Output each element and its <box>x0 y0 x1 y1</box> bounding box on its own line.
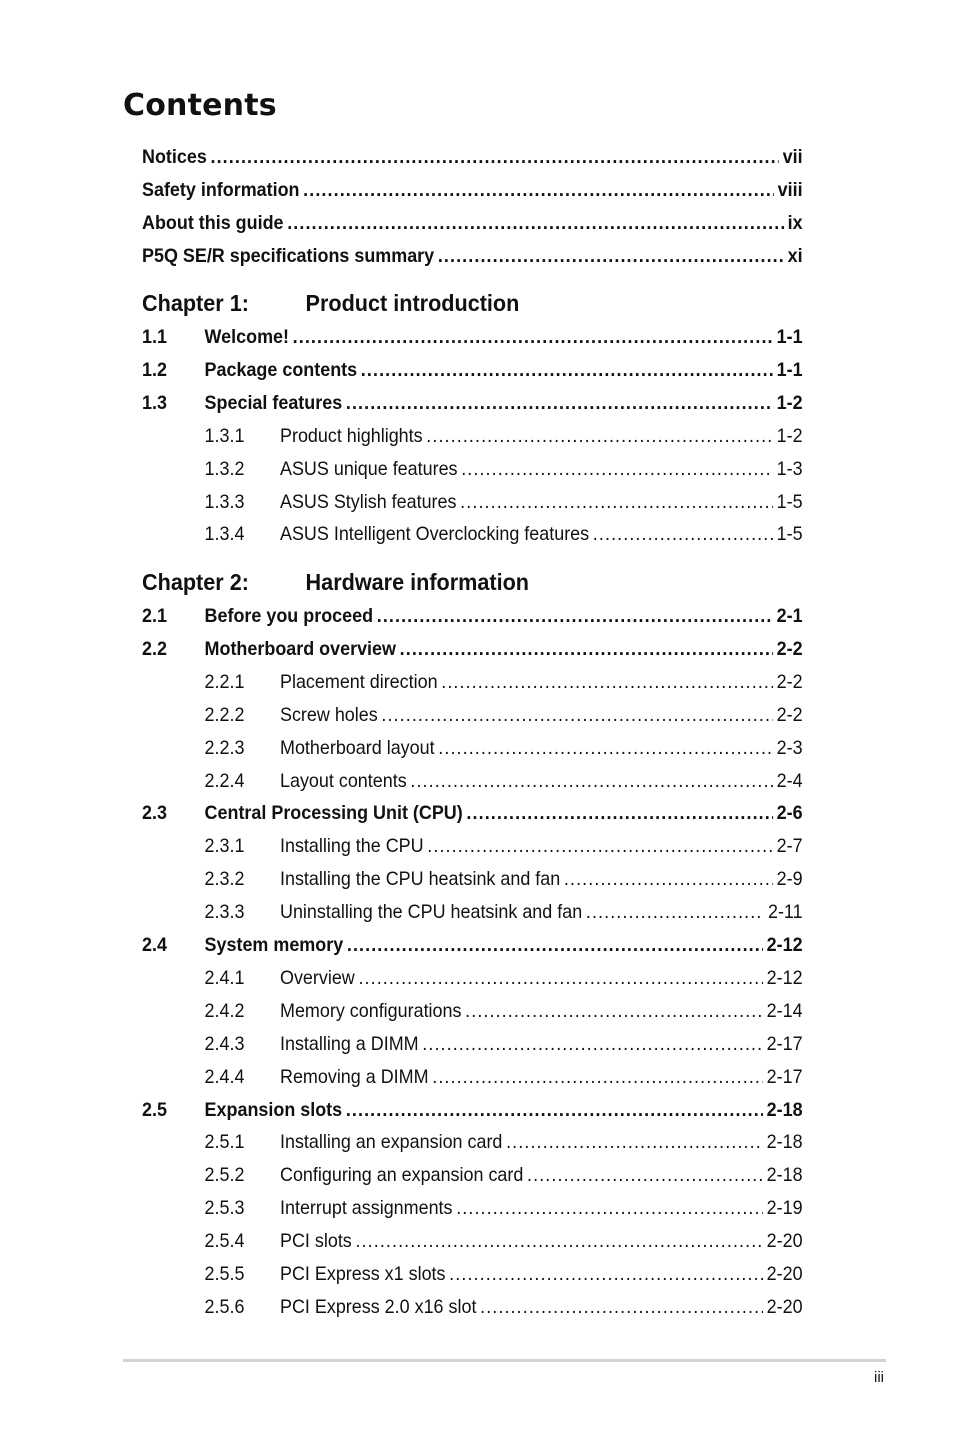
toc-entry-page: 2-6 <box>776 802 803 825</box>
toc-entry-number: 2.1 <box>142 605 167 627</box>
toc-entry-title: Layout contents <box>280 769 407 792</box>
toc-entry-title: Before you proceed <box>204 605 374 627</box>
toc-entry-page: 2-20 <box>766 1263 803 1285</box>
toc-entry[interactable] <box>142 899 803 925</box>
toc-entry-title: Installing the CPU heatsink and fan <box>280 868 561 891</box>
toc-entry-title: Motherboard layout <box>280 736 435 759</box>
toc-entry[interactable] <box>142 702 803 728</box>
dot-leader <box>527 1162 763 1188</box>
toc-entry-title: ASUS Stylish features <box>280 490 457 513</box>
toc-entry-number: 2.2 <box>142 637 167 660</box>
toc-entry[interactable] <box>142 965 803 991</box>
toc-entry-page: 2-3 <box>776 736 803 759</box>
dot-leader <box>346 390 773 416</box>
toc-entry[interactable] <box>142 1097 803 1123</box>
toc-entry-title: Package contents <box>204 358 358 381</box>
toc-entry[interactable] <box>142 357 803 383</box>
toc-entry-title: Welcome! <box>204 326 289 348</box>
toc-entry-title: PCI Express x1 slots <box>280 1263 446 1285</box>
toc-entry[interactable] <box>142 932 803 958</box>
toc-entry-title: Configuring an expansion card <box>280 1164 524 1187</box>
toc-entry-page: 2-12 <box>766 934 803 956</box>
chapter-title: Product introduction <box>305 290 520 316</box>
toc-entry-page: 1-5 <box>776 490 803 513</box>
dot-leader <box>586 899 764 925</box>
dot-leader <box>361 357 773 383</box>
toc-entry-page: 1-2 <box>776 391 803 414</box>
toc-entry[interactable] <box>142 1129 803 1155</box>
toc-entry-number: 2.3.2 <box>204 868 245 891</box>
toc-entry-title: ASUS Intelligent Overclocking features <box>280 523 590 546</box>
dot-leader <box>449 1261 763 1287</box>
toc-entry[interactable] <box>142 1261 803 1287</box>
dot-leader <box>358 965 763 991</box>
dot-leader <box>427 833 773 859</box>
toc-entry-page: 2-18 <box>766 1131 803 1154</box>
toc-entry-title: Expansion slots <box>204 1098 343 1121</box>
chapter-heading <box>142 567 529 597</box>
dot-leader <box>355 1228 763 1254</box>
toc-entry-number: 2.5.4 <box>204 1230 245 1253</box>
toc-entry-number: 1.1 <box>142 326 167 348</box>
toc-entry[interactable] <box>142 669 803 695</box>
dot-leader <box>432 1064 763 1090</box>
dot-leader <box>564 866 773 892</box>
toc-entry-number: 2.2.1 <box>204 670 245 693</box>
toc-entry-page: vii <box>782 146 803 168</box>
toc-entry-title: Placement direction <box>280 670 438 693</box>
toc-entry-page: xi <box>787 244 803 267</box>
dot-leader <box>346 1097 763 1123</box>
dot-leader <box>460 489 773 515</box>
table-of-contents <box>142 0 803 1340</box>
toc-entry[interactable] <box>142 1162 803 1188</box>
toc-entry-title: PCI Express 2.0 x16 slot <box>280 1295 477 1318</box>
chapter-label: Chapter 1: <box>142 290 249 316</box>
toc-entry-number: 2.2.4 <box>204 769 245 792</box>
toc-entry[interactable] <box>142 800 803 826</box>
toc-entry-page: 2-18 <box>766 1164 803 1187</box>
toc-entry[interactable] <box>142 243 803 269</box>
toc-entry-number: 1.3.3 <box>204 490 245 513</box>
toc-entry-number: 2.4.4 <box>204 1065 245 1088</box>
toc-entry[interactable] <box>142 144 803 170</box>
toc-entry-number: 1.3.1 <box>204 424 245 447</box>
toc-entry-number: 2.5.3 <box>204 1197 245 1220</box>
toc-entry-page: 1-5 <box>776 523 803 546</box>
toc-entry-page: 2-14 <box>766 999 803 1022</box>
dot-leader <box>210 144 778 170</box>
toc-entry[interactable] <box>142 735 803 761</box>
toc-entry[interactable] <box>142 456 803 482</box>
toc-entry-title: Notices <box>142 146 207 168</box>
toc-entry-title: About this guide <box>142 211 284 234</box>
chapter-title: Hardware information <box>305 569 530 595</box>
toc-entry-page: 1-1 <box>776 326 803 348</box>
dot-leader <box>400 636 773 662</box>
toc-entry-number: 2.5.2 <box>204 1164 245 1187</box>
dot-leader <box>465 998 763 1024</box>
toc-entry-title: Special features <box>204 391 343 414</box>
toc-entry-number: 2.5.1 <box>204 1131 245 1154</box>
dot-leader <box>441 669 773 695</box>
toc-entry-title: Product highlights <box>280 424 423 447</box>
toc-entry-number: 2.3.1 <box>204 835 245 858</box>
toc-entry-title: Removing a DIMM <box>280 1065 429 1088</box>
toc-entry-title: Safety information <box>142 178 300 201</box>
toc-entry-title: Uninstalling the CPU heatsink and fan <box>280 901 583 924</box>
dot-leader <box>593 521 773 547</box>
dot-leader <box>381 702 773 728</box>
toc-entry-title: P5Q SE/R specifications summary <box>142 244 435 267</box>
dot-leader <box>438 735 773 761</box>
toc-entry-page: 2-4 <box>776 769 803 792</box>
toc-entry[interactable] <box>142 1195 803 1221</box>
toc-entry[interactable] <box>142 521 803 547</box>
toc-entry-title: Central Processing Unit (CPU) <box>204 802 463 825</box>
toc-entry-number: 1.3 <box>142 391 167 414</box>
dot-leader <box>456 1195 763 1221</box>
toc-entry-title: Memory configurations <box>280 999 462 1022</box>
toc-entry-title: Installing a DIMM <box>280 1032 419 1055</box>
toc-entry-number: 2.2.2 <box>204 703 245 726</box>
toc-entry-page: 1-2 <box>776 424 803 447</box>
toc-entry[interactable] <box>142 1064 803 1090</box>
toc-entry-page: 2-7 <box>776 835 803 858</box>
toc-entry-number: 2.5.5 <box>204 1263 245 1285</box>
toc-entry-page: 2-17 <box>766 1065 803 1088</box>
toc-entry-page: 2-1 <box>776 605 803 627</box>
toc-entry[interactable] <box>142 423 803 449</box>
toc-entry[interactable] <box>142 833 803 859</box>
page-number: iii <box>874 1369 884 1386</box>
dot-leader <box>377 603 773 629</box>
dot-leader <box>422 1031 763 1057</box>
toc-entry-title: Interrupt assignments <box>280 1197 453 1220</box>
toc-entry-page: viii <box>777 178 803 201</box>
toc-entry[interactable] <box>142 866 803 892</box>
toc-entry-number: 2.2.3 <box>204 736 245 759</box>
chapter-heading <box>142 288 519 318</box>
dot-leader <box>438 243 784 269</box>
toc-entry-page: 2-20 <box>766 1230 803 1253</box>
toc-entry[interactable] <box>142 636 803 662</box>
dot-leader <box>410 768 773 794</box>
toc-entry-number: 2.4.1 <box>204 966 245 989</box>
dot-leader <box>461 456 773 482</box>
toc-entry-number: 2.3 <box>142 802 167 825</box>
toc-entry[interactable] <box>142 1228 803 1254</box>
toc-entry-number: 2.4.3 <box>204 1032 245 1055</box>
toc-entry-title: Installing an expansion card <box>280 1131 503 1154</box>
toc-entry-page: ix <box>787 211 803 234</box>
toc-entry-page: 2-9 <box>776 868 803 891</box>
toc-entry-title: Motherboard overview <box>204 637 396 660</box>
toc-entry-title: System memory <box>204 934 344 956</box>
toc-entry-number: 2.5 <box>142 1098 167 1121</box>
dot-leader <box>293 324 773 350</box>
toc-entry-page: 2-20 <box>766 1295 803 1318</box>
dot-leader <box>506 1129 763 1155</box>
toc-entry-number: 1.2 <box>142 358 167 381</box>
toc-entry[interactable] <box>142 324 803 350</box>
dot-leader <box>480 1294 763 1320</box>
toc-entry-page: 1-3 <box>776 457 803 480</box>
toc-entry-number: 1.3.2 <box>204 457 245 480</box>
toc-entry-title: Installing the CPU <box>280 835 424 858</box>
toc-entry-number: 2.4 <box>142 934 167 956</box>
toc-entry-title: ASUS unique features <box>280 457 458 480</box>
toc-entry-page: 2-2 <box>776 703 803 726</box>
dot-leader <box>303 177 774 203</box>
toc-entry-page: 2-11 <box>767 901 803 924</box>
toc-entry-page: 2-2 <box>776 637 803 660</box>
toc-entry-page: 1-1 <box>776 358 803 381</box>
toc-entry[interactable] <box>142 177 803 203</box>
toc-entry-page: 2-17 <box>766 1032 803 1055</box>
toc-entry-page: 2-12 <box>766 966 803 989</box>
footer-divider <box>123 1359 886 1362</box>
dot-leader <box>347 932 763 958</box>
toc-entry-page: 2-19 <box>766 1197 803 1220</box>
toc-entry[interactable] <box>142 489 803 515</box>
toc-entry-page: 2-2 <box>776 670 803 693</box>
toc-entry-number: 2.3.3 <box>204 901 245 924</box>
toc-entry[interactable] <box>142 998 803 1024</box>
dot-leader <box>287 210 784 236</box>
toc-entry-page: 2-18 <box>766 1098 803 1121</box>
toc-entry[interactable] <box>142 210 803 236</box>
toc-entry[interactable] <box>142 1031 803 1057</box>
toc-entry-number: 1.3.4 <box>204 523 245 546</box>
toc-entry-title: Overview <box>280 966 355 989</box>
toc-entry-number: 2.5.6 <box>204 1295 245 1318</box>
dot-leader <box>426 423 773 449</box>
toc-entry[interactable] <box>142 390 803 416</box>
toc-entry[interactable] <box>142 603 803 629</box>
toc-entry-title: PCI slots <box>280 1230 352 1253</box>
toc-entry-number: 2.4.2 <box>204 999 245 1022</box>
toc-entry[interactable] <box>142 768 803 794</box>
page-title: Contents <box>123 88 277 123</box>
chapter-label: Chapter 2: <box>142 569 249 595</box>
toc-entry[interactable] <box>142 1294 803 1320</box>
toc-entry-title: Screw holes <box>280 703 378 726</box>
dot-leader <box>466 800 773 826</box>
